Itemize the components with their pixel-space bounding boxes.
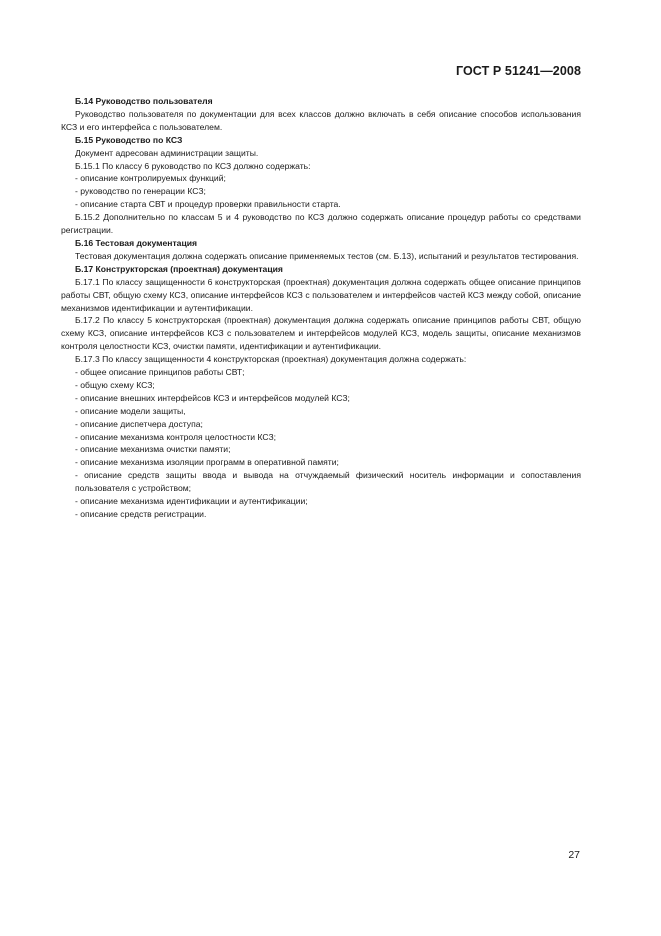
list-item: - описание механизма контроля целостности КСЗ; bbox=[75, 431, 277, 442]
list-item: - описание средств регистрации. bbox=[75, 509, 207, 519]
section-b15-2: Б.15.2 Дополнительно по классам 5 и 4 руководство по КСЗ должно содержать описание процедур работы со средствами регистрации. bbox=[61, 212, 581, 236]
list-item: - описание механизма очистки памяти; bbox=[75, 444, 231, 455]
section-b15-1: Б.15.1 По классу 6 руководство по КСЗ должно содержать: bbox=[75, 160, 311, 171]
list-item: - описание механизма идентификации и аутентификации; bbox=[75, 496, 308, 507]
document-body bbox=[61, 95, 581, 521]
section-b14-text: Руководство пользователя по документации для всех классов должно включать в себя описание способов использования КСЗ и его интерфейса с пользователем. bbox=[61, 108, 581, 132]
list-item: - описание механизма изоляции программ в оперативной памяти; bbox=[75, 457, 339, 468]
list-item: - описание модели защиты, bbox=[75, 405, 186, 416]
section-b16-title: Б.16 Тестовая документация bbox=[75, 237, 198, 248]
document-standard-number: ГОСТ Р 51241—2008 bbox=[455, 64, 581, 78]
list-item: - описание внешних интерфейсов КСЗ и интерфейсов модулей КСЗ; bbox=[75, 392, 350, 403]
list-item: - руководство по генерации КСЗ; bbox=[75, 186, 206, 197]
list-item: - общее описание принципов работы СВТ; bbox=[75, 367, 245, 378]
list-item: - описание контролируемых функций; bbox=[75, 173, 226, 184]
section-b14-title: Б.14 Руководство пользователя bbox=[75, 96, 213, 106]
section-b15-text: Документ адресован администрации защиты. bbox=[75, 147, 259, 158]
section-b16-text: Тестовая документация должна содержать описание применяемых тестов (см. Б.13), испытаний и результатов тестирования. bbox=[75, 250, 579, 261]
section-b17-title: Б.17 Конструкторская (проектная) документация bbox=[75, 263, 283, 274]
section-b17-2: Б.17.2 По классу 5 конструкторская (проектная) документация должна содержать описание принципов работы СВТ, общую схему КСЗ, описание интерфейсов КСЗ с пользователем и интерфейсов модулей КСЗ, модель защиты, описание механизмов контроля целостности КСЗ, очистки памяти, идентификации и аутентификации. bbox=[61, 315, 581, 352]
page-number: 27 bbox=[568, 849, 580, 861]
list-item: - описание старта СВТ и процедур проверки правильности старта. bbox=[75, 199, 341, 210]
section-b17-3: Б.17.3 По классу защищенности 4 конструкторская (проектная) документация должна содержать: bbox=[75, 354, 467, 365]
list-item: - описание средств защиты ввода и вывода на отчуждаемый физический носитель информации и сопоставления пользователя с устройством; bbox=[75, 470, 581, 494]
list-item: - описание диспетчера доступа; bbox=[75, 418, 203, 429]
section-b17-1: Б.17.1 По классу защищенности 6 конструкторская (проектная) документация должна содержать общее описание принципов работы СВТ, общую схему КСЗ, описание интерфейсов КСЗ с пользователем и интерфейсов частей КСЗ между собой, описание механизмов идентификации и аутентификации. bbox=[61, 276, 581, 313]
list-item: - общую схему КСЗ; bbox=[75, 379, 155, 390]
section-b15-title: Б.15 Руководство по КСЗ bbox=[75, 134, 183, 145]
